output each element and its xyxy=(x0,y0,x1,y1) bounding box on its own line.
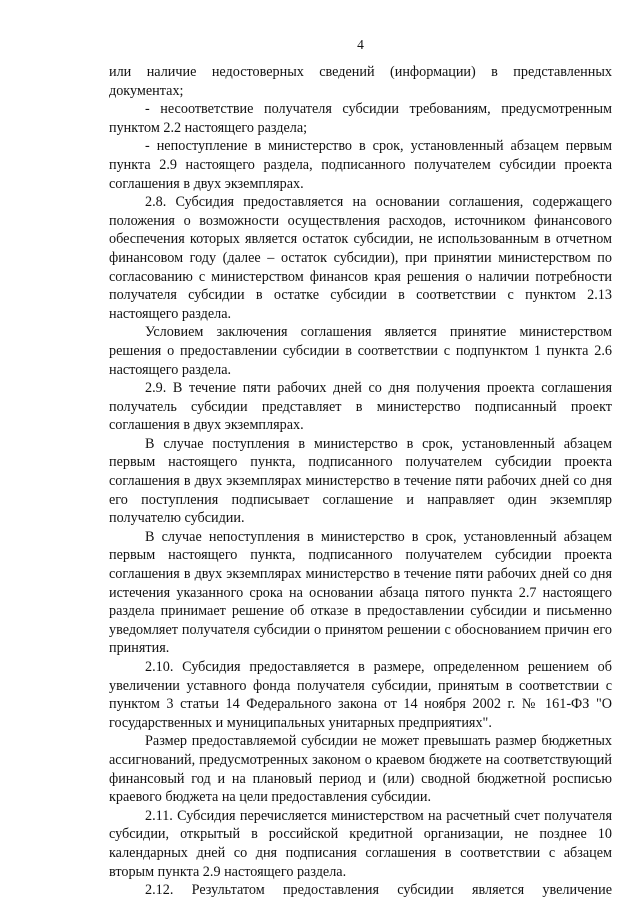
page-number: 4 xyxy=(357,37,364,52)
paragraph: Размер предоставляемой субсидии не может превышать размер бюджетных ассигнований, предусмотренных законом о краевом бюджете на соответствующий финансовый год и на плановый период и (или) сводной бюджетной росписью краевого бюджета на цели предоставления субсидии. xyxy=(109,733,612,806)
paragraph: 2.10. Субсидия предоставляется в размере, определенном решением об увеличении уставного фонда получателя субсидии, принятым в соответствии с пунктом 3 статьи 14 Федерального закона от 14 ноября 2002 г. № 161-ФЗ "О государственных и муниципальных унитарных предприятиях". xyxy=(109,659,612,731)
paragraph: или наличие недостоверных сведений (информации) в представленных документах; xyxy=(109,64,612,99)
paragraph: В случае поступления в министерство в срок, установленный абзацем первым настоящего пункта, подписанного получателем субсидии проекта соглашения в двух экземплярах министерство в течение пяти рабочих дней со дня его поступления подписывает соглашение и направляет один экземпляр получателю субсидии. xyxy=(109,435,612,527)
paragraph: 2.8. Субсидия предоставляется на основании соглашения, содержащего положения о возможности осуществления расходов, источником финансового обеспечения которых является остаток субсидии, не использованным в отчетном финансовом году (далее – остаток субсидии), при принятии министерством по согласованию с министерством финансов края решения о наличии потребности получателя субсидии в остатке субсидии в соответствии с пунктом 2.13 настоящего раздела. xyxy=(109,194,612,322)
paragraph: - непоступление в министерство в срок, установленный абзацем первым пункта 2.9 настоящего раздела, подписанного получателем субсидии проекта соглашения в двух экземплярах. xyxy=(109,138,612,192)
paragraph: 2.12. Результатом предоставления субсидии является увеличение xyxy=(145,882,612,899)
paragraph: 2.9. В течение пяти рабочих дней со дня получения проекта соглашения получатель субсидии представляет в министерство подписанный проект соглашения в двух экземплярах. xyxy=(109,380,612,434)
paragraph: 2.11. Субсидия перечисляется министерством на расчетный счет получателя субсидии, открытый в российской кредитной организации, не позднее 10 календарных дней со дня подписания соглашения в соответствии с абзацем вторым пункта 2.9 настоящего раздела. xyxy=(109,807,612,880)
paragraph: - несоответствие получателя субсидии требованиям, предусмотренным пунктом 2.2 настоящего раздела; xyxy=(109,101,612,136)
paragraph: В случае непоступления в министерство в срок, установленный абзацем первым настоящего пункта, подписанного получателем субсидии проекта соглашения в двух экземплярах министерство в течение пяти рабочих дней со дня истечения указанного срока на основании абзаца пятого пункта 2.7 настоящего раздела принимает решение об отказе в предоставлении субсидии и письменно уведомляет получателя субсидии о принятом решении с обоснованием причин его принятия. xyxy=(109,528,612,657)
document-body xyxy=(109,63,612,900)
paragraph: Условием заключения соглашения является принятие министерством решения о предоставлении субсидии в соответствии с подпунктом 1 пункта 2.6 настоящего раздела. xyxy=(109,324,612,378)
